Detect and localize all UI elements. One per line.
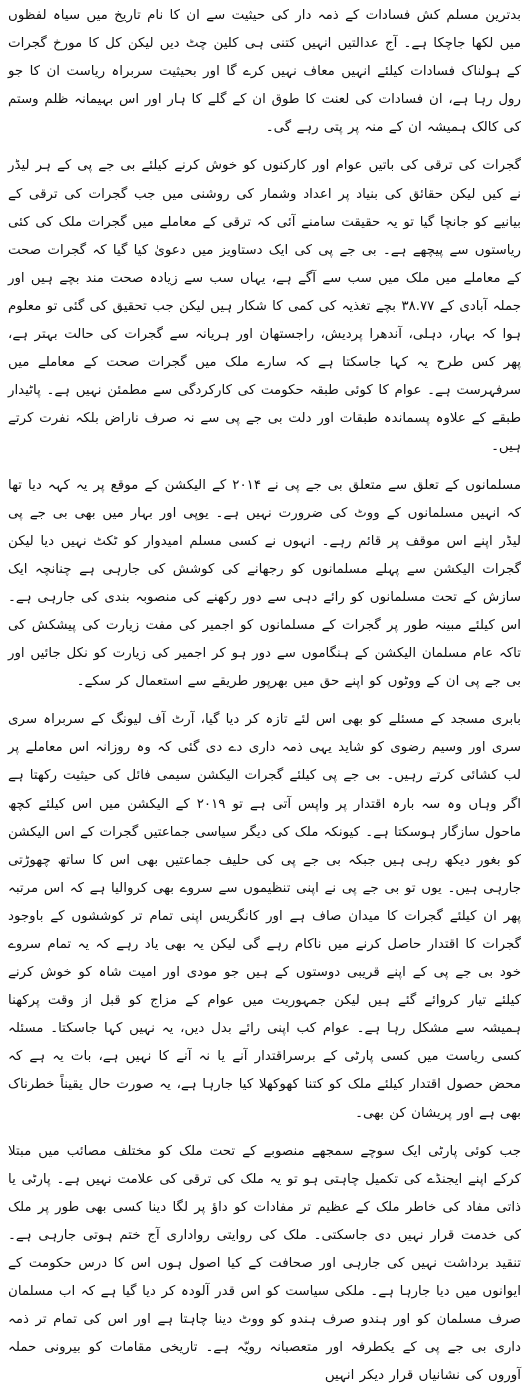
- article-paragraph: جب کوئی پارٹی ایک سوچے سمجھے منصوبے کے تحت ملک کو مختلف مصائب میں مبتلا کرکے اپنے ایجنڈے کی تکمیل چاہتی ہو تو یہ ملک کی ترقی کی علامت نہیں ہے۔ پارٹی یا ذاتی مفاد کی خاطر ملک کے عظیم تر مفادات کو داؤ پر لگا دینا کسی بھی طور پر ملک کی خدمت قرار نہیں دی جاسکتی۔ ملک کی روایتی رواداری آج ختم ہوتی جارہی ہے۔ تنقید برداشت نہیں کی جارہی اور صحافت کے کیا اصول ہوں اس کا درس حکومت کے ایوانوں میں دیا جارہا ہے۔ ملکی سیاست کو اس قدر آلودہ کر دیا گیا ہے کہ اب مسلمان صرف مسلمان کو اور ہندو صرف ہندو کو ووٹ دینا چاہتا ہے اور اس کی تمام تر ذمہ داری بی جے پی کے یکطرفہ اور متعصبانہ رویّہ ہے۔ تاریخی مقامات کو بیرونی حملہ آوروں کی نشانیاں قرار دیکر انہیں: [8, 1143, 521, 1384]
- article-paragraph: بدترین مسلم کش فسادات کے ذمہ دار کی حیثیت سے ان کا نام تاریخ میں سیاہ لفظوں میں لکھا جاچکا ہے۔ آج عدالتیں انہیں کتنی ہی کلین چٹ دیں لیکن کل کا مورخ گجرات کے ہولناک فسادات کیلئے انہیں معاف نہیں کرے گا اور بحیثیت سربراہ ریاست ان کا جو رول رہا ہے، ان فسادات کی لعنت کا طوق ان کے گلے کا ہار اور اس بہیمانہ ظلم وستم کی کالک ہمیشہ ان کے منہ پر پتی رہے گی۔: [8, 8, 521, 136]
- article-paragraph: گجرات کی ترقی کی باتیں عوام اور کارکنوں کو خوش کرنے کیلئے بی جے پی کے ہر لیڈر نے کیں لیکن حقائق کی بنیاد پر اعداد وشمار کی روشنی میں جب گجرات کی ترقی کے بیانیے کو جانچا گیا تو یہ حقیقت سامنے آئی کہ ترقی کے معاملے میں گجرات ملک کی کئی ریاستوں سے پیچھے ہے۔ بی جے پی کی ایک دستاویز میں دعویٰ کیا گیا کہ گجرات صحت کے معاملے میں ملک میں سب سے آگے ہے، یہاں سب سے زیادہ صحت مند بچے ہیں اور جملہ آبادی کے ۳۸.۷۷ بچے تغذیہ کی کمی کا شکار ہیں لیکن جب تحقیق کی گئی تو معلوم ہوا کہ بہار، دہلی، آندھرا پردیش، راجستھان اور ہریانہ سے گجرات کی حالت بہتر ہے، پھر کس طرح یہ کہا جاسکتا ہے کہ سارے ملک میں گجرات صحت کے معاملے میں سرفہرست ہے۔ عوام کا کوئی طبقہ حکومت کی کارکردگی سے مطمئن نہیں ہے۔ پاٹیدار طبقے کے علاوہ پسماندہ طبقات اور دلت بی جے پی سے نہ صرف ناراض بلکہ نفرت کرتے ہیں۔: [8, 158, 522, 455]
- article-paragraph: مسلمانوں کے تعلق سے متعلق بی جے پی نے ۲۰۱۴ کے الیکشن کے موقع پر یہ کہہ دیا تھا کہ انہیں مسلمانوں کے ووٹ کی ضرورت نہیں ہے۔ یوپی اور بہار میں بھی بی جے پی لیڈر اپنے اس موقف پر قائم رہے۔ انہوں نے کسی مسلم امیدوار کو ٹکٹ نہیں دیا لیکن گجرات الیکشن سے پہلے مسلمانوں کو رجھانے کی کوشش کی جارہی ہے چنانچہ ایک سازش کے تحت مسلمانوں کو رائے دہی سے دور رکھنے کی منصوبہ بندی کی جارہی ہے۔ اس کیلئے مبینہ طور پر گجرات کے مسلمانوں کو اجمیر کی مفت زیارت کی پیشکش کی تاکہ عام مسلمان الیکشن کے ہنگاموں سے دور ہو کر اجمیر کی زیارت کو نکل جائیں اور بی جے پی ان کے ووٹوں کو اپنے حق میں بھرپور طریقے سے استعمال کر سکے۔: [8, 477, 522, 690]
- article-paragraph: بابری مسجد کے مسئلے کو بھی اس لئے تازہ کر دیا گیا، آرٹ آف لیونگ کے سربراہ سری سری اور وسیم رضوی کو شاید یہی ذمہ داری دے دی گئی کہ وہ روزانہ اس معاملے پر لب کشائی کرتے رہیں۔ بی جے پی کیلئے گجرات الیکشن سیمی فائل کی حیثیت رکھتا ہے اگر وہاں وہ سہ بارہ اقتدار پر واپس آتی ہے تو ۲۰۱۹ کے الیکشن میں اس کیلئے کچھ ماحول سازگار ہوسکتا ہے۔ کیونکہ ملک کی دیگر سیاسی جماعتیں گجرات کے اس الیکشن کو بغور دیکھ رہی ہیں جبکہ بی جے پی کی حلیف جماعتیں بھی اس کا ساتھ چھوڑتی جارہی ہیں۔ یوں تو بی جے پی نے اپنی تنظیموں سے سروے بھی کروالیا ہے کہ اس مرتبہ پھر ان کیلئے گجرات کا میدان صاف ہے اور کانگریس اپنی تمام تر کوششوں کے باوجود گجرات کا اقتدار حاصل کرنے میں ناکام رہے گی لیکن یہ بھی یاد رہے کہ یہ تمام سروے خود بی جے پی کے اپنے قریبی دوستوں کے ہیں جو مودی اور امیت شاہ کو خوش کرنے کیلئے تیار کروائے گئے ہیں لیکن جمہوریت میں عوام کے مزاج کو قبل از وقت پرکھنا ہمیشہ سے مشکل رہا ہے۔ عوام کب اپنی رائے بدل دیں، یہ نہیں کہا جاسکتا۔ مسئلہ کسی ریاست میں کسی پارٹی کے برسراقتدار آنے یا نہ آنے کا نہیں ہے، بات یہ ہے کہ محض حصول اقتدار کیلئے ملک کو کتنا کھوکھلا کیا جارہا ہے، یہ صورت حال یقیناً خطرناک بھی ہے اور پریشان کن بھی۔: [8, 712, 521, 1121]
